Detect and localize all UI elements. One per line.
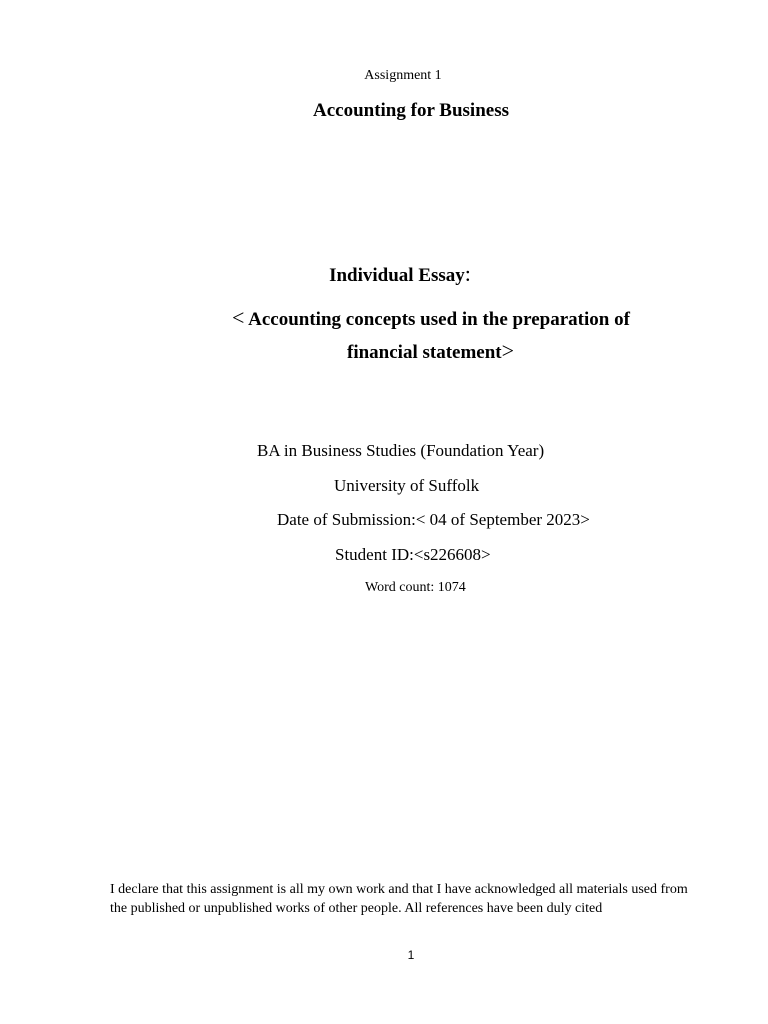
word-count: Word count: 1074: [365, 580, 466, 595]
course-title: Accounting for Business: [312, 100, 509, 121]
essay-label-colon: :: [464, 261, 471, 286]
student-id: Student ID:<s226608>: [335, 545, 491, 564]
university-name: University of Suffolk: [334, 476, 480, 495]
essay-label: [0, 261, 768, 287]
essay-title-line-1-text: Accounting concepts used in the preparation of: [248, 309, 630, 330]
assignment-number: Assignment 1: [364, 68, 442, 83]
essay-title-line-1: [232, 305, 630, 331]
declaration-statement: I declare that this assignment is all my own work and that I have acknowledged all materials used from the published or unpublished works of other people. All references have been duly cited: [110, 882, 688, 916]
essay-title-line-2: [347, 338, 514, 364]
program-name: BA in Business Studies (Foundation Year): [257, 441, 545, 460]
submission-date: Date of Submission:< 04 of September 2023>: [277, 510, 590, 529]
page-number: 1: [407, 948, 415, 962]
essay-title-line-2-text: financial statement: [347, 342, 502, 363]
essay-title-open-bracket: <: [232, 305, 245, 330]
essay-title-close-bracket: >: [501, 338, 515, 363]
essay-label-text: Individual Essay: [329, 265, 465, 286]
